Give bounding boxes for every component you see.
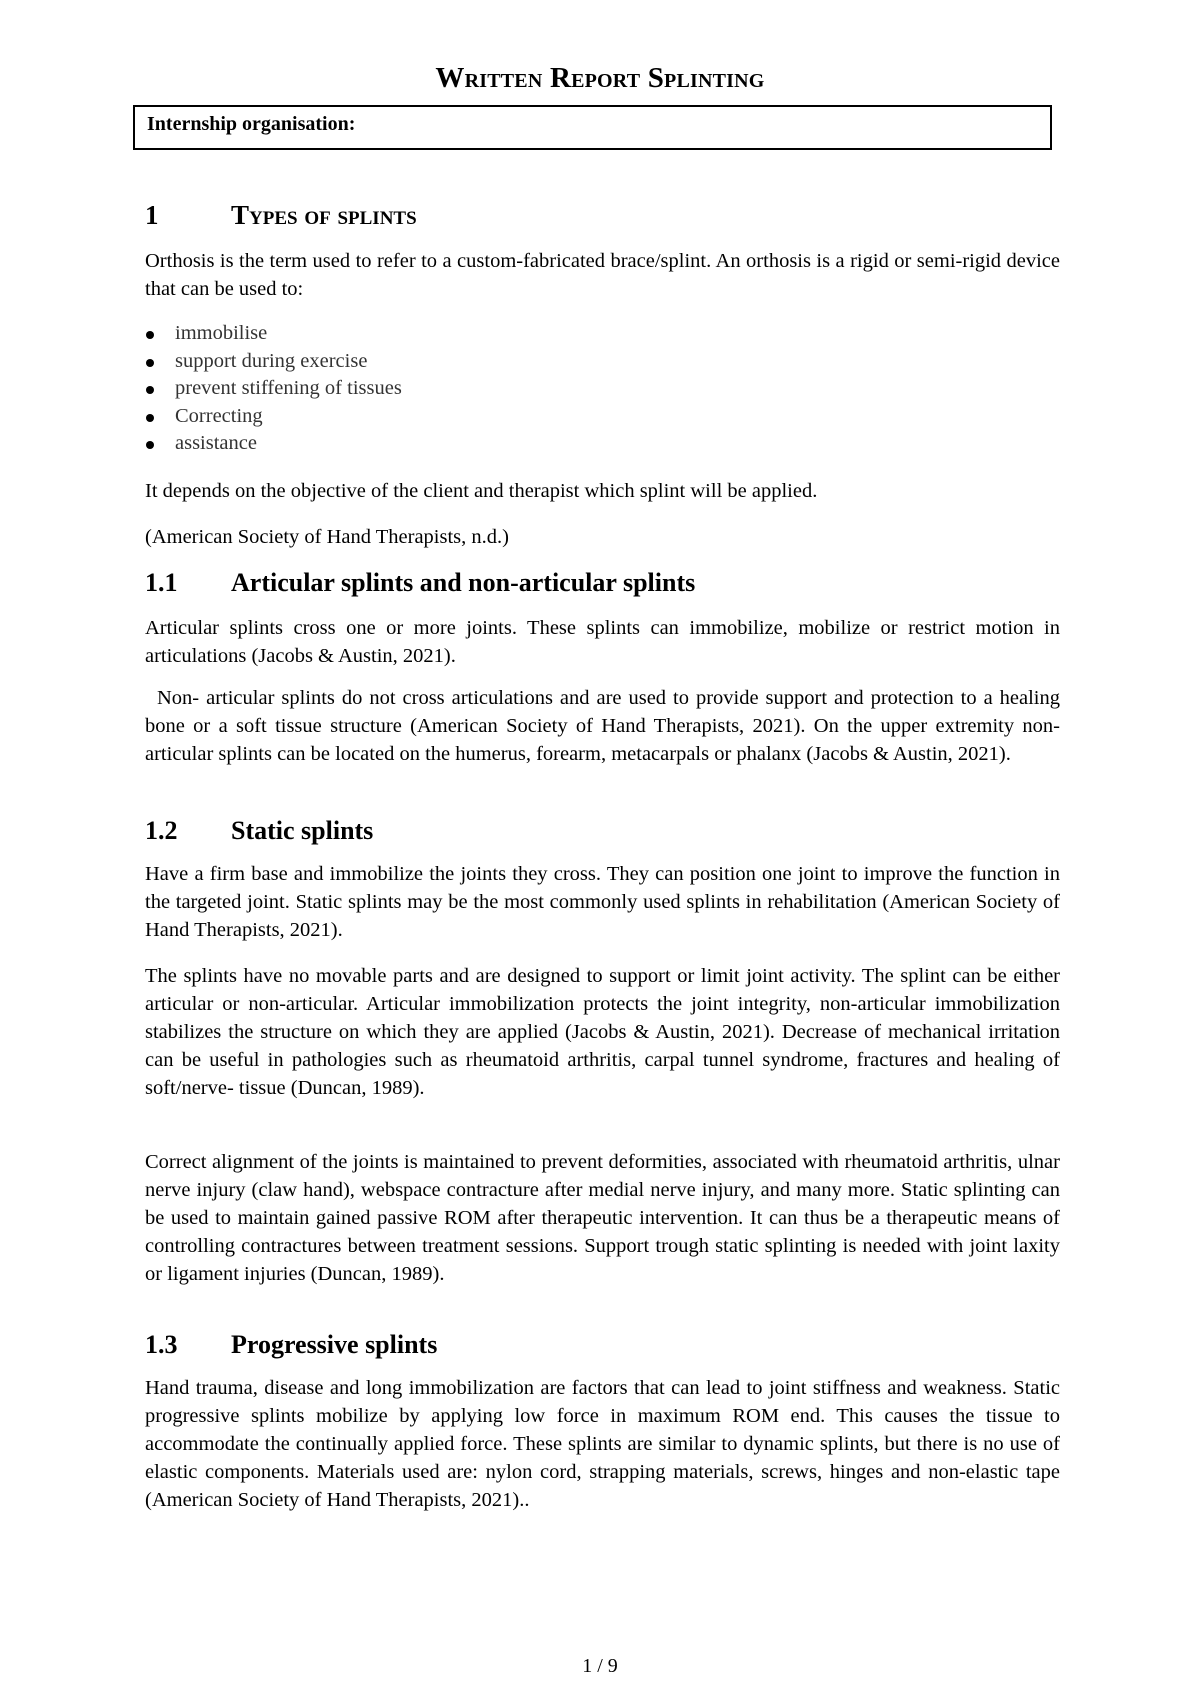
section-1-3-paragraph-1: Hand trauma, disease and long immobilization are factors that can lead to joint stiffness and weakness. Static progressive splints mobilize by applying low force in maximum ROM end. This causes the tissue to accommodate the continually applied force. These splints are similar to dynamic splints, but there is no use of elastic components. Materials used are: nylon cord, strapping materials, screws, hinges and non-elastic tape (American Society of Hand Therapists, 2021)..	[145, 1377, 1060, 1511]
section-1-1-heading	[145, 568, 1060, 598]
section-1-citation: (American Society of Hand Therapists, n.d.)	[145, 526, 509, 548]
section-1-2-paragraph-1: Have a firm base and immobilize the joints they cross. They can position one joint to improve the function in the targeted joint. Static splints may be the most commonly used splints in rehabilitation (American Society of Hand Therapists, 2021).	[145, 863, 1060, 941]
list-item: immobilise	[145, 320, 1060, 348]
uses-list	[145, 320, 1060, 458]
section-number: 1.1	[145, 568, 178, 597]
internship-organisation-label: Internship organisation:	[147, 113, 356, 135]
bullet-icon	[146, 441, 154, 449]
list-item: prevent stiffening of tissues	[145, 375, 1060, 403]
section-number: 1.3	[145, 1330, 178, 1359]
section-1-1-paragraph-2: Non- articular splints do not cross articulations and are used to provide support and protection to a healing bone or a soft tissue structure (American Society of Hand Therapists, 2021). On the upper extremity non-articular splints can be located on the humerus, forearm, metacarpals or phalanx (Jacobs & Austin, 2021).	[145, 687, 1060, 765]
section-number: 1.2	[145, 816, 178, 845]
section-1-heading	[145, 200, 1060, 231]
bullet-icon	[146, 331, 154, 339]
document-title: Written Report Splinting	[435, 62, 765, 94]
section-1-3-heading	[145, 1330, 1060, 1360]
list-item: assistance	[145, 430, 1060, 458]
section-number: 1	[145, 200, 159, 230]
section-title: Progressive splints	[231, 1330, 438, 1359]
internship-organisation-box	[133, 105, 1052, 150]
list-item: Correcting	[145, 403, 1060, 431]
page-number: 1 / 9	[582, 1655, 618, 1677]
section-1-2-paragraph-3: Correct alignment of the joints is maintained to prevent deformities, associated with rheumatoid arthritis, ulnar nerve injury (claw hand), webspace contracture after medial nerve injury, and many more. Static splinting can be used to maintain gained passive ROM after therapeutic intervention. It can thus be a therapeutic means of controlling contractures between treatment sessions. Support trough static splinting is needed with joint laxity or ligament injuries (Duncan, 1989).	[145, 1151, 1060, 1285]
bullet-icon	[146, 386, 154, 394]
section-1-2-paragraph-2: The splints have no movable parts and are designed to support or limit joint activity. The splint can be either articular or non-articular. Articular immobilization protects the joint integrity, non-articular immobilization stabilizes the structure on which they are applied (Jacobs & Austin, 2021). Decrease of mechanical irritation can be useful in pathologies such as rheumatoid arthritis, carpal tunnel syndrome, fractures and healing of soft/nerve- tissue (Duncan, 1989).	[145, 965, 1060, 1099]
bullet-icon	[146, 359, 154, 367]
bullet-icon	[146, 414, 154, 422]
section-title: Static splints	[231, 816, 374, 845]
section-1-1-paragraph-1: Articular splints cross one or more joints. These splints can immobilize, mobilize or restrict motion in articulations (Jacobs & Austin, 2021).	[145, 617, 1060, 667]
section-1-2-heading	[145, 816, 1060, 846]
section-1-after-list: It depends on the objective of the client and therapist which splint will be applied.	[145, 480, 818, 502]
list-item: support during exercise	[145, 348, 1060, 376]
section-title: Types of splints	[231, 200, 417, 230]
section-1-intro: Orthosis is the term used to refer to a custom-fabricated brace/splint. An orthosis is a rigid or semi-rigid device that can be used to:	[145, 250, 1060, 300]
section-title: Articular splints and non-articular splints	[231, 568, 696, 597]
